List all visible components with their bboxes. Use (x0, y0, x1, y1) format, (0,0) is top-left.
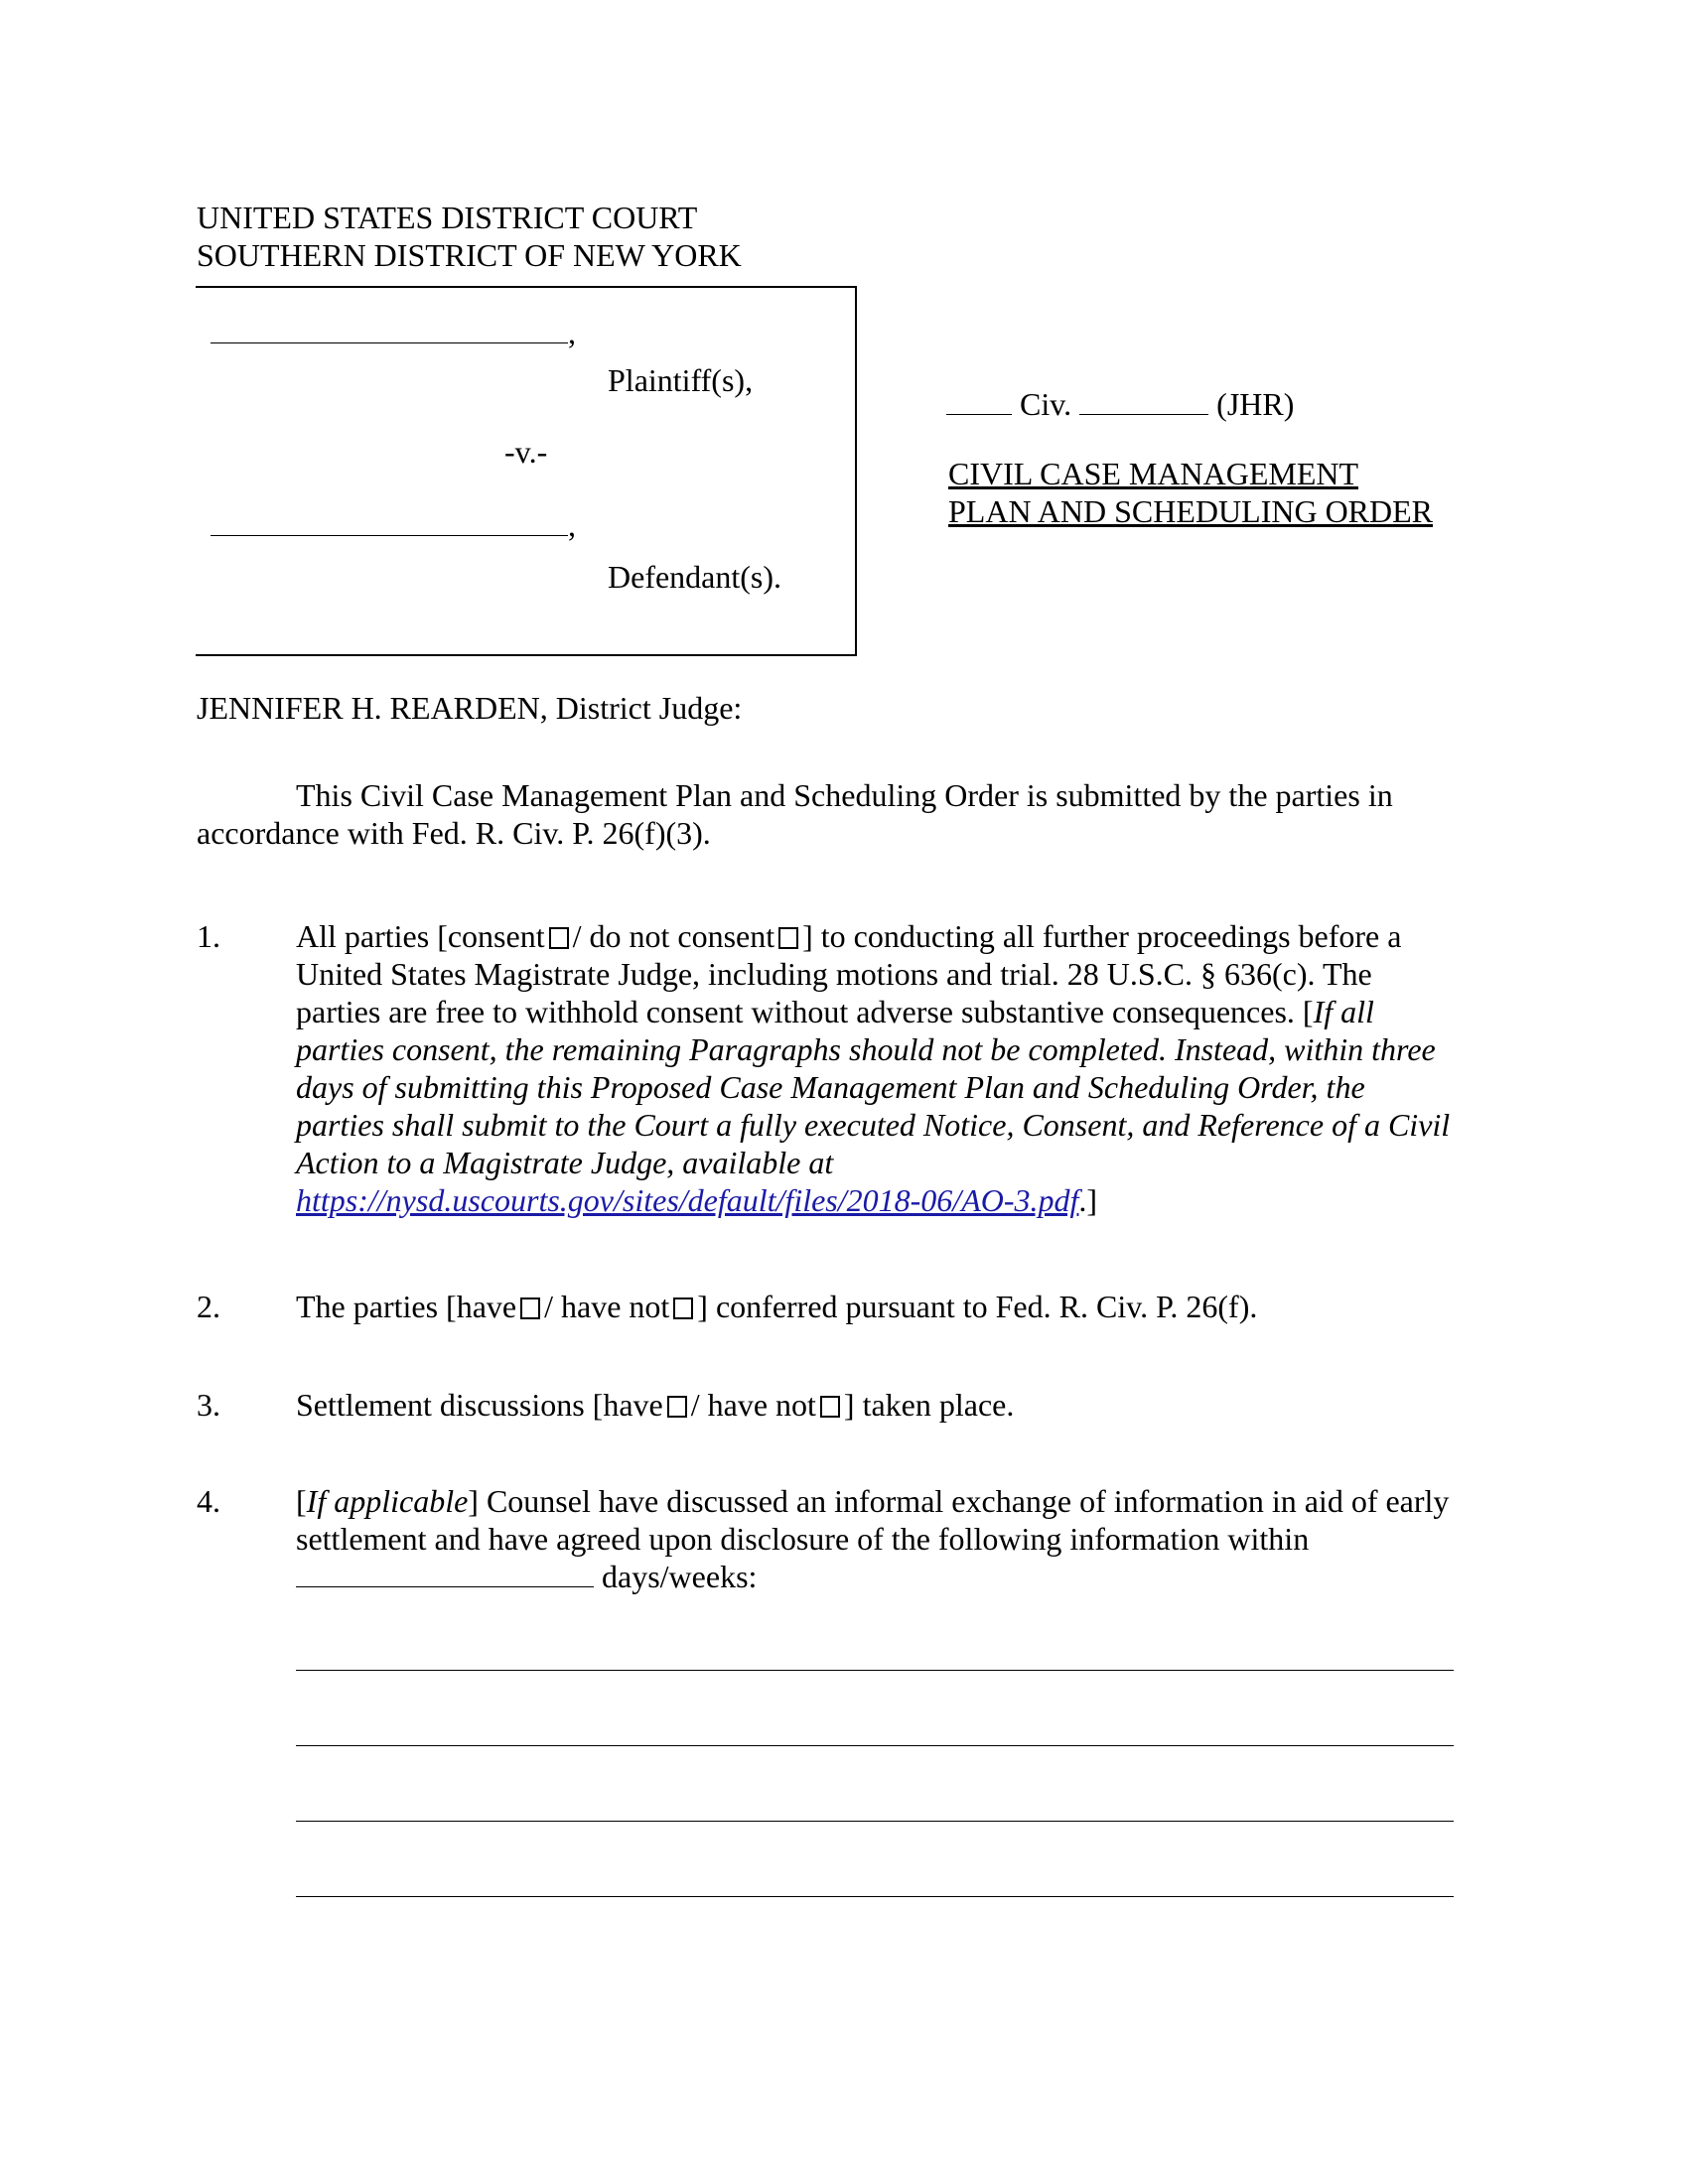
paragraph-2-number: 2. (197, 1289, 220, 1324)
settlement-have-not-checkbox[interactable] (820, 1396, 840, 1418)
docket-number: Civ. (JHR) (946, 385, 1294, 423)
judge-line: JENNIFER H. REARDEN, District Judge: (197, 690, 743, 726)
order-title-line2: PLAN AND SCHEDULING ORDER (948, 493, 1434, 529)
paragraph-4-number: 4. (197, 1483, 220, 1519)
conferred-have-not-checkbox[interactable] (673, 1297, 693, 1319)
paragraph-3: Settlement discussions [have / have not ] taken place. (296, 1387, 1015, 1423)
ao3-form-link[interactable]: https://nysd.uscourts.gov/sites/default/files/2018-06/AO-3.pdf (296, 1182, 1079, 1218)
paragraph-4: [If applicable] Counsel have discussed an informal exchange of information in aid of early settlement and have agreed upon disclosure of the following information within days/weeks: (296, 1483, 1450, 1594)
plaintiff-label: Plaintiff(s), (608, 362, 754, 398)
docket-number-field[interactable] (1079, 388, 1208, 415)
versus-label: -v.- (504, 434, 548, 470)
settlement-have-checkbox[interactable] (667, 1396, 687, 1418)
order-title-line1: CIVIL CASE MANAGEMENT (948, 456, 1359, 491)
disclosure-line-3[interactable] (296, 1821, 1454, 1822)
do-not-consent-checkbox[interactable] (778, 927, 798, 949)
defendant-name-field[interactable]: , (211, 506, 576, 544)
court-district: SOUTHERN DISTRICT OF NEW YORK (197, 237, 742, 273)
paragraph-1-number: 1. (197, 918, 220, 954)
consent-checkbox[interactable] (549, 927, 569, 949)
plaintiff-name-field[interactable]: , (211, 314, 576, 351)
conferred-have-checkbox[interactable] (520, 1297, 540, 1319)
days-weeks-field[interactable] (296, 1561, 594, 1587)
defendant-label: Defendant(s). (608, 559, 782, 595)
disclosure-line-1[interactable] (296, 1670, 1454, 1671)
paragraph-3-number: 3. (197, 1387, 220, 1423)
paragraph-2: The parties [have / have not ] conferred pursuant to Fed. R. Civ. P. 26(f). (296, 1289, 1258, 1324)
intro-paragraph: This Civil Case Management Plan and Scheduling Order is submitted by the parties in accordance with Fed. R. Civ. P. 26(f)(3). (197, 777, 1393, 851)
paragraph-1: All parties [consent / do not consent ] to conducting all further proceedings before a United States Magistrate Judge, including motions and trial. 28 U.S.C. § 636(c). The parties are free to withhold consent without adverse substantive consequences. [If all parties consent, the remaining Paragraphs should not be completed. Instead, within three days of submitting this Proposed Case Management Plan and Scheduling Order, the parties shall submit to the Court a fully executed Notice, Consent, and Reference of a Civil Action to a Magistrate Judge, available at https://nysd.uscourts.gov/sites/default/files/2018-06/AO-3.pdf.] (296, 918, 1451, 1218)
disclosure-line-2[interactable] (296, 1745, 1454, 1746)
disclosure-line-4[interactable] (296, 1896, 1454, 1897)
court-name: UNITED STATES DISTRICT COURT (197, 200, 698, 235)
docket-year-field[interactable] (946, 388, 1012, 415)
